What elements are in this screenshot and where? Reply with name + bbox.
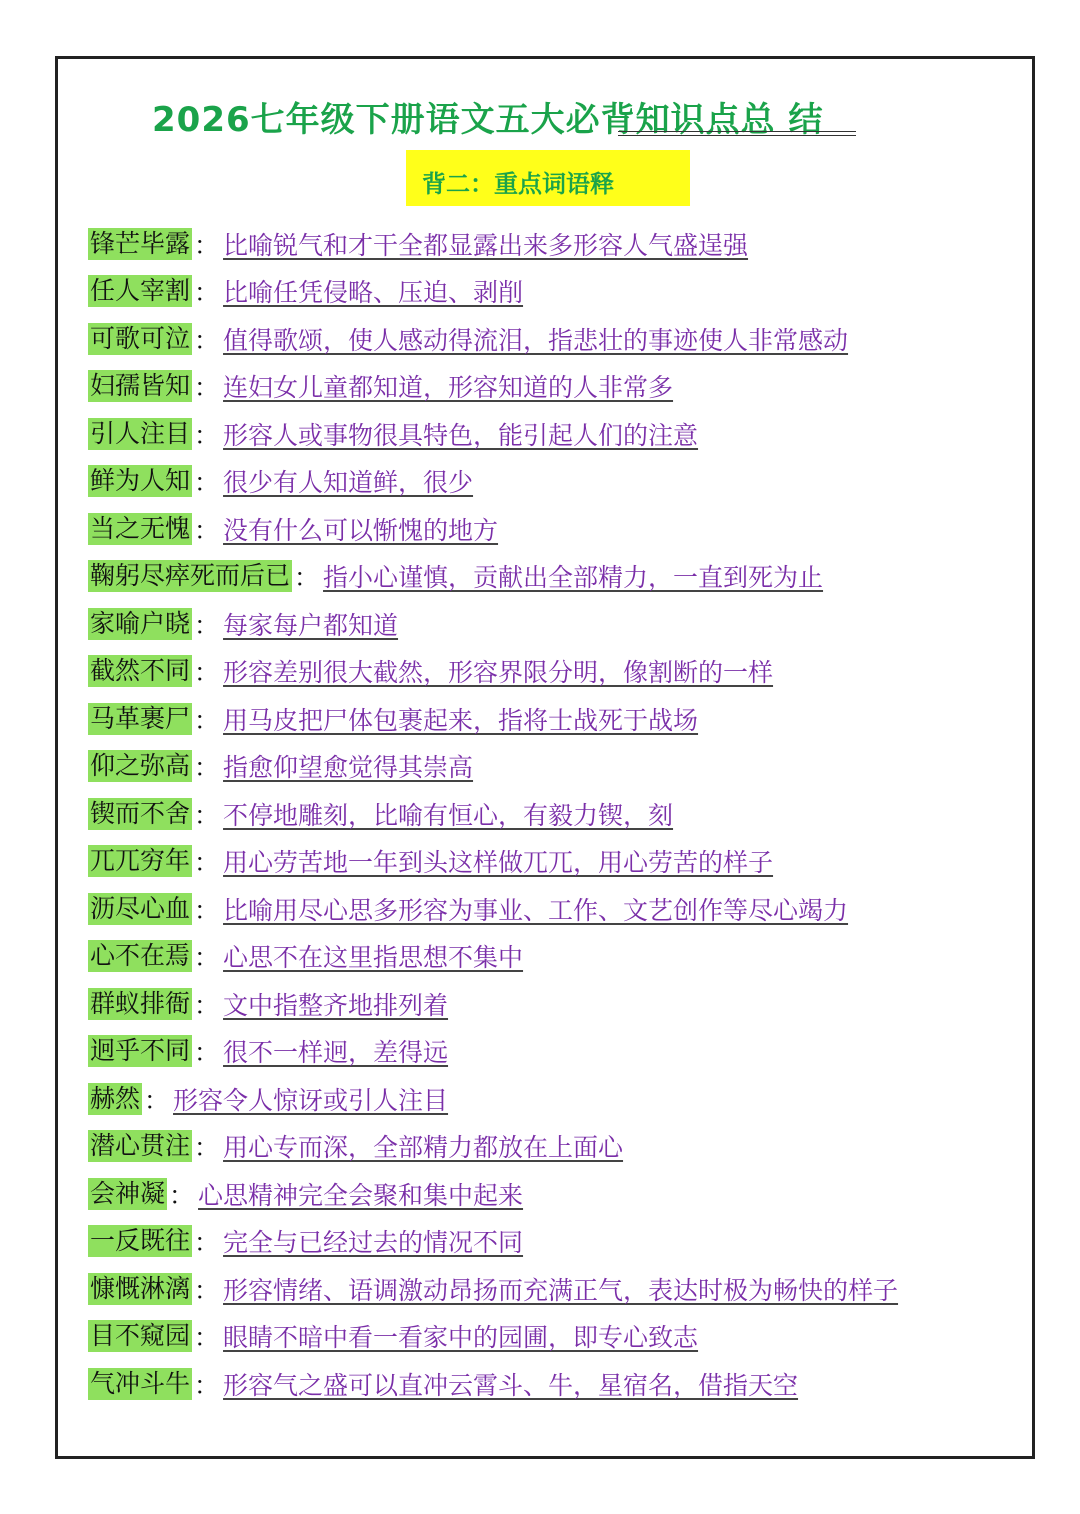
- entry-separator: ：: [194, 990, 220, 1020]
- entry-term: 锋芒毕露: [90, 228, 191, 258]
- entry-definition: 指愈仰望愈觉得其崇高: [223, 753, 474, 783]
- entry-definition: 比喻锐气和才干全都显露出来多形容人气盛逞强: [223, 230, 749, 260]
- entry-term: 沥尽心血: [90, 893, 191, 923]
- entry-separator: ：: [194, 895, 220, 925]
- entry-term: 引人注目: [90, 418, 191, 448]
- entry-separator: ：: [294, 563, 320, 593]
- vocabulary-entry: [88, 600, 1008, 648]
- entry-separator: ：: [194, 1038, 220, 1068]
- entry-separator: ：: [194, 943, 220, 973]
- entry-definition: 每家每户都知道: [223, 610, 399, 640]
- vocabulary-entry: [88, 790, 1008, 838]
- entry-definition: 不停地雕刻，比喻有恒心，有毅力锲，刻: [223, 800, 674, 830]
- vocabulary-entry: [88, 1123, 1008, 1171]
- entry-term: 妇孺皆知: [90, 371, 191, 401]
- vocabulary-entry: [88, 363, 1008, 411]
- entry-term: 慷慨淋漓: [90, 1273, 191, 1303]
- entry-term: 气冲斗牛: [90, 1368, 191, 1398]
- entry-term: 兀兀穷年: [90, 846, 191, 876]
- entry-separator: ：: [194, 753, 220, 783]
- entry-term: 鞠躬尽瘁死而后已: [90, 561, 291, 591]
- vocabulary-entry: [88, 505, 1008, 553]
- entry-definition: 形容差别很大截然，形容界限分明，像割断的一样: [223, 658, 774, 688]
- entry-term: 鲜为人知: [90, 466, 191, 496]
- entry-definition: 眼睛不暗中看一看家中的园圃，即专心致志: [223, 1323, 699, 1353]
- entry-term: 迥乎不同: [90, 1036, 191, 1066]
- entry-definition: 形容气之盛可以直冲云霄斗、牛，星宿名，借指天空: [223, 1370, 799, 1400]
- entry-definition: 比喻任凭侵略、压迫、剥削: [223, 278, 524, 308]
- entry-term: 马革裹尸: [90, 703, 191, 733]
- vocabulary-entry: [88, 553, 1008, 601]
- vocabulary-entry: [88, 220, 1008, 268]
- section-subtitle: 背二：重点词语释: [422, 170, 614, 198]
- entry-definition: 连妇女儿童都知道，形容知道的人非常多: [223, 373, 674, 403]
- entry-separator: ：: [194, 1323, 220, 1353]
- entry-separator: ：: [194, 373, 220, 403]
- entry-term: 群蚁排衙: [90, 988, 191, 1018]
- vocabulary-entry: [88, 648, 1008, 696]
- entry-separator: ：: [144, 1085, 170, 1115]
- entry-separator: ：: [194, 610, 220, 640]
- entry-definition: 没有什么可以惭愧的地方: [223, 515, 499, 545]
- entry-separator: ：: [194, 705, 220, 735]
- entry-separator: ：: [194, 1275, 220, 1305]
- vocabulary-entry: [88, 1075, 1008, 1123]
- entry-separator: ：: [194, 1133, 220, 1163]
- entry-separator: ：: [194, 658, 220, 688]
- vocabulary-entry: [88, 695, 1008, 743]
- vocabulary-entry: [88, 1028, 1008, 1076]
- entry-separator: ：: [194, 1228, 220, 1258]
- entry-separator: ：: [194, 848, 220, 878]
- entry-separator: ：: [194, 230, 220, 260]
- entry-separator: ：: [169, 1180, 195, 1210]
- entry-definition: 很不一样迥，差得远: [223, 1038, 449, 1068]
- entry-term: 目不窥园: [90, 1321, 191, 1351]
- entry-term: 赫然: [90, 1083, 141, 1113]
- entry-separator: ：: [194, 468, 220, 498]
- entry-term: 当之无愧: [90, 513, 191, 543]
- entry-separator: ：: [194, 325, 220, 355]
- entry-term: 任人宰割: [90, 276, 191, 306]
- entry-term: 仰之弥高: [90, 751, 191, 781]
- entry-term: 一反既往: [90, 1226, 191, 1256]
- entry-definition: 指小心谨慎，贡献出全部精力，一直到死为止: [323, 563, 824, 593]
- entry-definition: 形容令人惊讶或引人注目: [173, 1085, 449, 1115]
- entry-definition: 值得歌颂，使人感动得流泪，指悲壮的事迹使人非常感动: [223, 325, 849, 355]
- vocabulary-entry: [88, 933, 1008, 981]
- entry-term: 可歌可泣: [90, 323, 191, 353]
- entry-definition: 用心专而深，全部精力都放在上面心: [223, 1133, 624, 1163]
- vocabulary-entry: [88, 1360, 1008, 1408]
- title-underline: [618, 131, 856, 136]
- entry-definition: 用心劳苦地一年到头这样做兀兀，用心劳苦的样子: [223, 848, 774, 878]
- vocabulary-entry: [88, 1265, 1008, 1313]
- vocabulary-entry: [88, 980, 1008, 1028]
- entry-separator: ：: [194, 800, 220, 830]
- vocabulary-entry: [88, 1170, 1008, 1218]
- document-title: 2026七年级下册语文五大必背知识点总 结: [152, 100, 824, 140]
- entry-definition: 形容人或事物很具特色，能引起人们的注意: [223, 420, 699, 450]
- entry-term: 心不在焉: [90, 941, 191, 971]
- vocabulary-entry: [88, 1218, 1008, 1266]
- vocabulary-entry: [88, 410, 1008, 458]
- vocabulary-entry: [88, 1313, 1008, 1361]
- entry-definition: 很少有人知道鲜，很少: [223, 468, 474, 498]
- vocabulary-entry: [88, 315, 1008, 363]
- entry-definition: 心思不在这里指思想不集中: [223, 943, 524, 973]
- vocabulary-entry: [88, 838, 1008, 886]
- entry-definition: 比喻用尽心思多形容为事业、工作、文艺创作等尽心竭力: [223, 895, 849, 925]
- vocabulary-entry: [88, 743, 1008, 791]
- vocabulary-entry: [88, 268, 1008, 316]
- entry-term: 会神凝: [90, 1178, 166, 1208]
- vocabulary-list: [88, 220, 1008, 1408]
- entry-definition: 用马皮把尸体包裹起来，指将士战死于战场: [223, 705, 699, 735]
- entry-definition: 文中指整齐地排列着: [223, 990, 449, 1020]
- entry-separator: ：: [194, 1370, 220, 1400]
- entry-separator: ：: [194, 420, 220, 450]
- entry-separator: ：: [194, 278, 220, 308]
- entry-term: 截然不同: [90, 656, 191, 686]
- entry-definition: 完全与已经过去的情况不同: [223, 1228, 524, 1258]
- entry-term: 锲而不舍: [90, 798, 191, 828]
- entry-term: 潜心贯注: [90, 1131, 191, 1161]
- entry-definition: 心思精神完全会聚和集中起来: [198, 1180, 524, 1210]
- vocabulary-entry: [88, 458, 1008, 506]
- entry-separator: ：: [194, 515, 220, 545]
- entry-term: 家喻户晓: [90, 608, 191, 638]
- entry-definition: 形容情绪、语调激动昂扬而充满正气，表达时极为畅快的样子: [223, 1275, 899, 1305]
- vocabulary-entry: [88, 885, 1008, 933]
